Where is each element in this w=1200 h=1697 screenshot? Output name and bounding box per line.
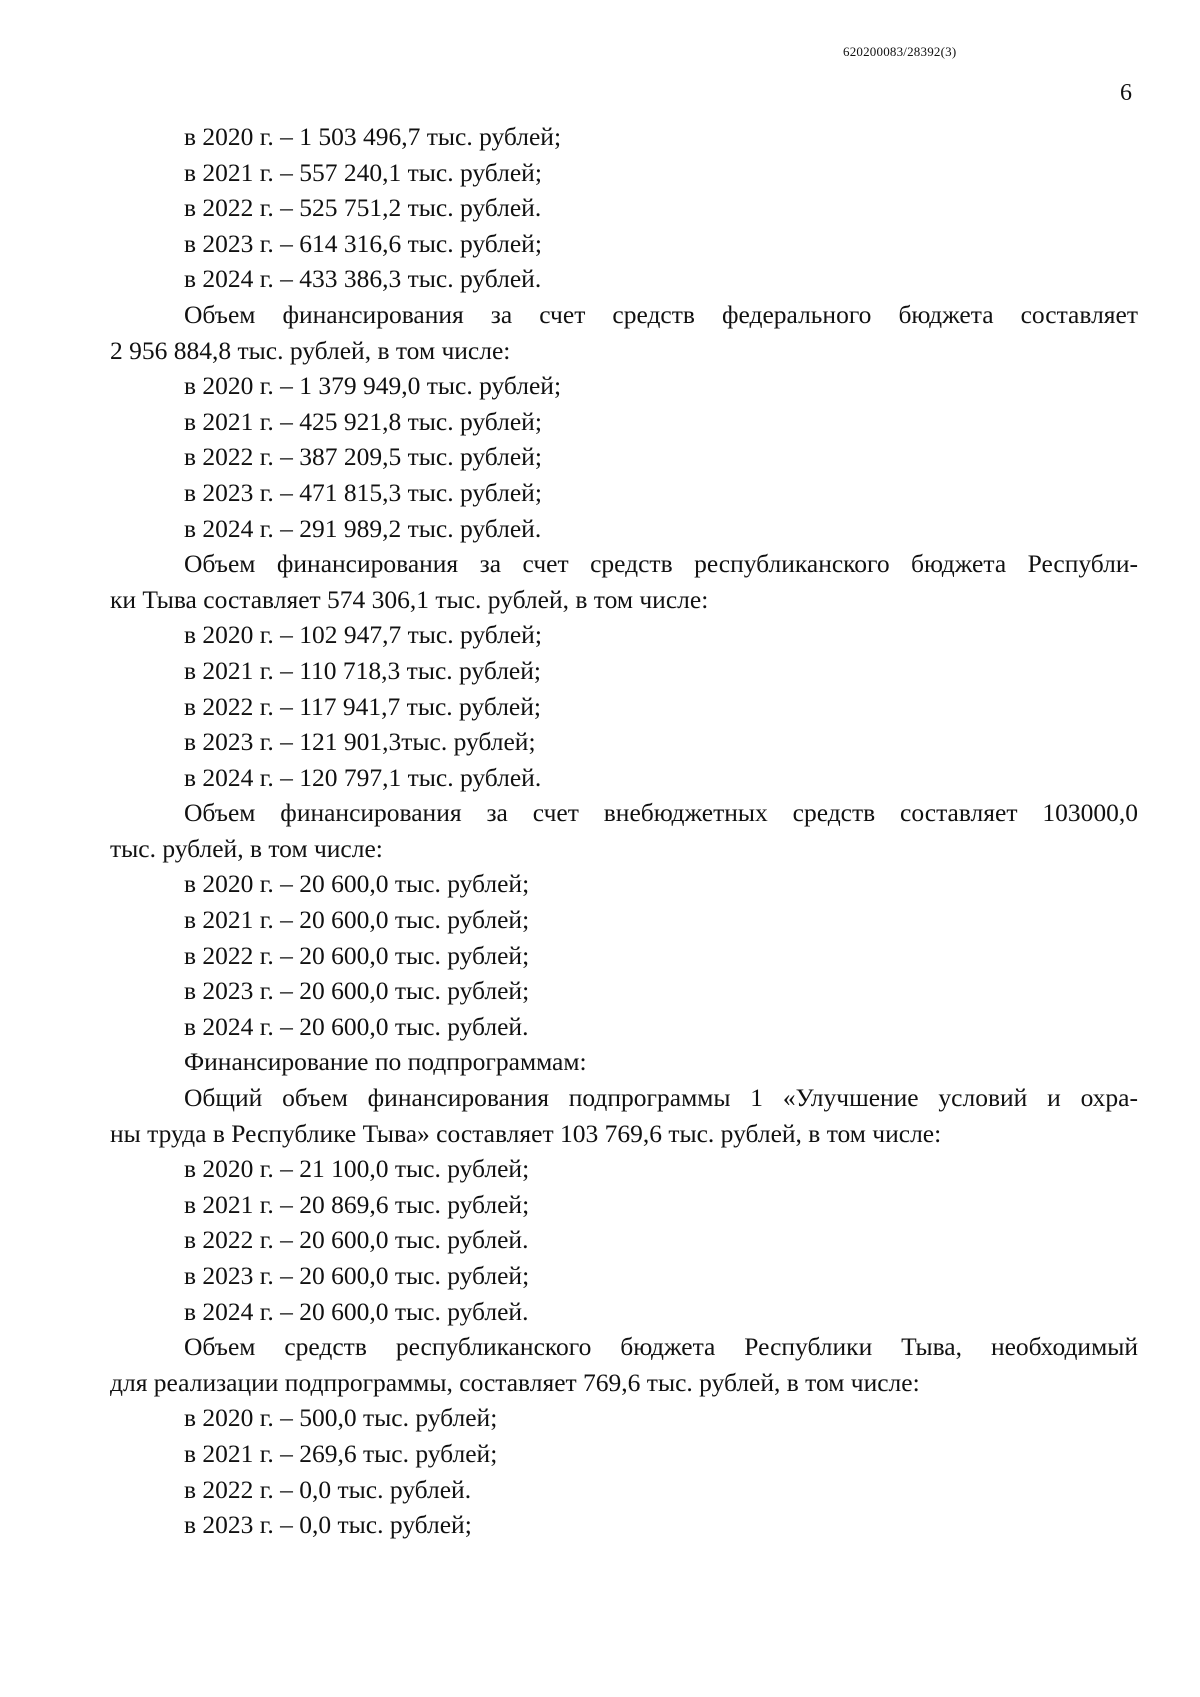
- funding-line: в 2020 г. – 1 503 496,7 тыс. рублей;: [184, 122, 562, 151]
- funding-line: в 2022 г. – 20 600,0 тыс. рублей;: [184, 940, 530, 970]
- funding-line: в 2020 г. – 1 379 949,0 тыс. рублей;: [184, 371, 562, 401]
- funding-line: в 2024 г. – 20 600,0 тыс. рублей.: [184, 1011, 529, 1041]
- funding-line: в 2021 г. – 557 240,1 тыс. рублей;: [184, 157, 542, 187]
- paragraph-first-line: Общий объем финансирования подпрограммы 1 «Улучшение условий и охра-: [184, 1083, 1138, 1113]
- funding-line: в 2023 г. – 471 815,3 тыс. рублей;: [184, 477, 542, 507]
- funding-line: в 2020 г. – 500,0 тыс. рублей;: [184, 1403, 498, 1433]
- paragraph-continuation-line: 2 956 884,8 тыс. рублей, в том числе:: [110, 335, 511, 365]
- paragraph-continuation-line: ны труда в Республике Тыва» составляет 103 769,6 тыс. рублей, в том числе:: [110, 1118, 942, 1148]
- funding-line: в 2021 г. – 20 869,6 тыс. рублей;: [184, 1189, 530, 1219]
- funding-line: в 2022 г. – 387 209,5 тыс. рублей;: [184, 442, 542, 472]
- funding-line: в 2021 г. – 269,6 тыс. рублей;: [184, 1438, 498, 1468]
- document-body: [110, 119, 1138, 1543]
- paragraph-continuation-line: ки Тыва составляет 574 306,1 тыс. рублей, в том числе:: [110, 584, 709, 614]
- funding-line: в 2021 г. – 110 718,3 тыс. рублей;: [184, 655, 541, 685]
- funding-line: в 2024 г. – 433 386,3 тыс. рублей.: [184, 264, 542, 294]
- funding-line: Финансирование по подпрограммам:: [184, 1047, 587, 1077]
- document-id: 620200083/28392(3): [843, 44, 957, 59]
- funding-line: в 2021 г. – 20 600,0 тыс. рублей;: [184, 905, 530, 935]
- funding-line: в 2023 г. – 121 901,3тыс. рублей;: [184, 727, 536, 757]
- funding-line: в 2023 г. – 20 600,0 тыс. рублей;: [184, 976, 530, 1006]
- funding-line: в 2023 г. – 614 316,6 тыс. рублей;: [184, 228, 542, 258]
- paragraph-continuation-line: для реализации подпрограммы, составляет 769,6 тыс. рублей, в том числе:: [110, 1367, 920, 1397]
- funding-line: в 2023 г. – 20 600,0 тыс. рублей;: [184, 1261, 530, 1290]
- funding-line: в 2022 г. – 20 600,0 тыс. рублей.: [184, 1225, 529, 1255]
- funding-line: в 2024 г. – 291 989,2 тыс. рублей.: [184, 513, 542, 543]
- paragraph-first-line: Объем финансирования за счет средств республиканского бюджета Республи-: [184, 549, 1138, 579]
- funding-line: в 2024 г. – 20 600,0 тыс. рублей.: [184, 1296, 529, 1326]
- funding-line: в 2020 г. – 21 100,0 тыс. рублей;: [184, 1154, 530, 1184]
- paragraph-first-line: Объем финансирования за счет внебюджетных средств составляет 103000,0: [184, 798, 1138, 828]
- funding-line: в 2022 г. – 117 941,7 тыс. рублей;: [184, 691, 541, 721]
- page-number: 6: [1120, 80, 1132, 106]
- funding-line: в 2021 г. – 425 921,8 тыс. рублей;: [184, 406, 542, 436]
- funding-line: в 2020 г. – 102 947,7 тыс. рублей;: [184, 620, 542, 650]
- funding-line: в 2023 г. – 0,0 тыс. рублей;: [184, 1510, 472, 1540]
- funding-line: в 2022 г. – 525 751,2 тыс. рублей.: [184, 193, 542, 223]
- funding-line: в 2024 г. – 120 797,1 тыс. рублей.: [184, 762, 542, 792]
- funding-line: в 2022 г. – 0,0 тыс. рублей.: [184, 1474, 472, 1504]
- paragraph-first-line: Объем средств республиканского бюджета Республики Тыва, необходимый: [184, 1332, 1138, 1362]
- funding-line: в 2020 г. – 20 600,0 тыс. рублей;: [184, 869, 530, 899]
- paragraph-first-line: Объем финансирования за счет средств федерального бюджета составляет: [184, 299, 1138, 329]
- paragraph-continuation-line: тыс. рублей, в том числе:: [110, 833, 383, 863]
